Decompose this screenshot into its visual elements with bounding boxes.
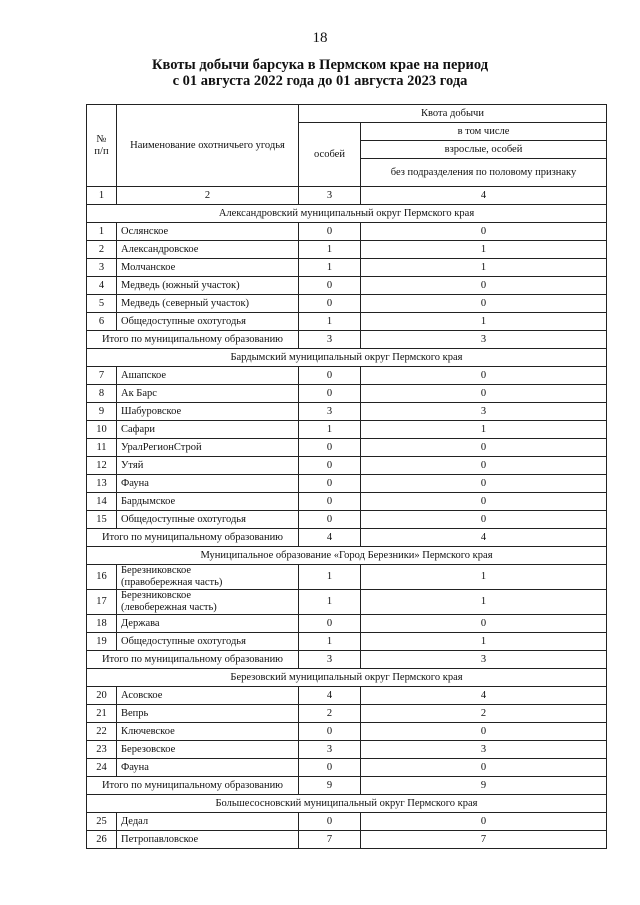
table-row: [87, 633, 607, 651]
row-number: 12: [87, 457, 117, 475]
row-number: 25: [87, 813, 117, 831]
hunting-ground-name: [117, 741, 299, 759]
table-row: [87, 457, 607, 475]
hunting-ground-name: [117, 259, 299, 277]
hunting-ground-name: [117, 511, 299, 529]
header-row: [87, 105, 607, 123]
row-number: 3: [87, 259, 117, 277]
table-row: [87, 511, 607, 529]
section-title: Большесосновский муниципальный округ Пермского края: [87, 795, 607, 813]
hunting-ground-name: [117, 590, 299, 615]
subtotal-total: 4: [299, 529, 361, 547]
hunting-ground-name-line: Ашапское: [121, 369, 167, 381]
quota-total: 0: [299, 439, 361, 457]
table-row: [87, 831, 607, 849]
hunting-ground-name-line: Фауна: [121, 761, 149, 773]
quota-total: 0: [299, 457, 361, 475]
table-row: [87, 295, 607, 313]
quota-adult: 4: [361, 687, 607, 705]
table-row: [87, 223, 607, 241]
hunting-ground-name: [117, 421, 299, 439]
quota-adult: 0: [361, 813, 607, 831]
hunting-ground-name: [117, 439, 299, 457]
subtotal-label: Итого по муниципальному образованию: [87, 529, 299, 547]
hunting-ground-name: [117, 277, 299, 295]
hunting-ground-name-line: Общедоступные охотугодья: [121, 315, 246, 327]
table-row: [87, 367, 607, 385]
hunting-ground-name: [117, 295, 299, 313]
row-number: 19: [87, 633, 117, 651]
quota-adult: 0: [361, 385, 607, 403]
hunting-ground-name: [117, 241, 299, 259]
row-number: 7: [87, 367, 117, 385]
quota-total: 1: [299, 421, 361, 439]
row-number: 5: [87, 295, 117, 313]
table-row: [87, 741, 607, 759]
quota-adult: 1: [361, 241, 607, 259]
hunting-ground-name: [117, 723, 299, 741]
section-header-row: [87, 795, 607, 813]
quota-total: 0: [299, 723, 361, 741]
quota-total: 1: [299, 313, 361, 331]
quota-total: 0: [299, 511, 361, 529]
row-number: 4: [87, 277, 117, 295]
header-num: № п/п: [87, 105, 117, 187]
row-number: 13: [87, 475, 117, 493]
hunting-ground-name-line: (левобережная часть): [121, 602, 217, 613]
row-number: 23: [87, 741, 117, 759]
subtotal-label: Итого по муниципальному образованию: [87, 331, 299, 349]
subtotal-adult: 4: [361, 529, 607, 547]
section-title: Муниципальное образование «Город Березники» Пермского края: [87, 547, 607, 565]
header-name: Наименование охотничьего угодья: [117, 105, 299, 187]
row-number: 11: [87, 439, 117, 457]
hunting-ground-name: [117, 403, 299, 421]
table-row: [87, 705, 607, 723]
row-number: 2: [87, 241, 117, 259]
quota-total: 0: [299, 615, 361, 633]
hunting-ground-name-line: Медведь (южный участок): [121, 279, 240, 291]
hunting-ground-name-line: Ключевское: [121, 725, 175, 737]
hunting-ground-name: [117, 367, 299, 385]
row-number: 20: [87, 687, 117, 705]
table-row: [87, 259, 607, 277]
quota-total: 0: [299, 385, 361, 403]
subtotal-adult: 3: [361, 651, 607, 669]
hunting-ground-name: [117, 313, 299, 331]
row-number: 9: [87, 403, 117, 421]
hunting-ground-name: [117, 223, 299, 241]
subtotal-row: [87, 651, 607, 669]
row-number: 22: [87, 723, 117, 741]
quota-adult: 0: [361, 439, 607, 457]
section-header-row: [87, 547, 607, 565]
section-header-row: [87, 349, 607, 367]
quota-total: 1: [299, 259, 361, 277]
row-number: 1: [87, 223, 117, 241]
quota-adult: 3: [361, 403, 607, 421]
quota-total: 0: [299, 759, 361, 777]
row-number: 24: [87, 759, 117, 777]
hunting-ground-name: [117, 633, 299, 651]
quota-total: 7: [299, 831, 361, 849]
hunting-ground-name-line: Шабуровское: [121, 405, 182, 417]
table-row: [87, 475, 607, 493]
hunting-ground-name: [117, 565, 299, 590]
hunting-ground-name: [117, 687, 299, 705]
quota-total: 0: [299, 295, 361, 313]
subtotal-row: [87, 777, 607, 795]
hunting-ground-name: [117, 475, 299, 493]
header-quota: Квота добычи: [299, 105, 607, 123]
subtotal-adult: 9: [361, 777, 607, 795]
table-row: [87, 403, 607, 421]
hunting-ground-name-line: Медведь (северный участок): [121, 297, 250, 309]
quota-adult: 3: [361, 741, 607, 759]
header-including: в том числе: [361, 123, 607, 141]
row-number: 6: [87, 313, 117, 331]
document-title: [0, 57, 640, 89]
hunting-ground-name-line: УралРегионСтрой: [121, 441, 202, 453]
quota-adult: 1: [361, 421, 607, 439]
quota-total: 1: [299, 241, 361, 259]
quota-adult: 0: [361, 759, 607, 777]
hunting-ground-name-line: Фауна: [121, 477, 149, 489]
hunting-ground-name-line: Держава: [121, 617, 160, 629]
quota-adult: 0: [361, 295, 607, 313]
quota-adult: 1: [361, 313, 607, 331]
col-number: 1: [87, 187, 117, 205]
hunting-ground-name-line: Сафари: [121, 423, 155, 435]
hunting-ground-name-line: Утяй: [121, 459, 144, 471]
hunting-ground-name: [117, 759, 299, 777]
quota-adult: 1: [361, 565, 607, 590]
table-row: [87, 277, 607, 295]
hunting-ground-name: [117, 615, 299, 633]
quota-total: 0: [299, 277, 361, 295]
section-header-row: [87, 669, 607, 687]
column-number-row: [87, 187, 607, 205]
page-number: 18: [312, 30, 328, 46]
quota-total: 1: [299, 590, 361, 615]
row-number: 16: [87, 565, 117, 590]
quota-adult: 0: [361, 723, 607, 741]
hunting-ground-name: [117, 705, 299, 723]
hunting-ground-name: [117, 493, 299, 511]
table-row: [87, 687, 607, 705]
quota-total: 0: [299, 475, 361, 493]
row-number: 14: [87, 493, 117, 511]
hunting-ground-name-line: Молчанское: [121, 261, 176, 273]
row-number: 8: [87, 385, 117, 403]
hunting-ground-name-line: Асовское: [121, 689, 163, 701]
section-title: Березовский муниципальный округ Пермского края: [87, 669, 607, 687]
quota-adult: 0: [361, 511, 607, 529]
table-row: [87, 759, 607, 777]
hunting-ground-name-line: Петропавловское: [121, 833, 199, 845]
hunting-ground-name-line: Дедал: [121, 815, 149, 827]
hunting-ground-name-line: (правобережная часть): [121, 577, 223, 588]
quota-total: 3: [299, 741, 361, 759]
hunting-ground-name-line: Березовское: [121, 743, 176, 755]
subtotal-total: 9: [299, 777, 361, 795]
table-row: [87, 590, 607, 615]
title-line-2: с 01 августа 2022 года до 01 августа 2023 года: [172, 73, 468, 89]
hunting-ground-name: [117, 813, 299, 831]
table-row: [87, 385, 607, 403]
hunting-ground-name-line: Ак Барс: [121, 387, 157, 399]
quota-total: 0: [299, 813, 361, 831]
section-title: Александровский муниципальный округ Пермского края: [87, 205, 607, 223]
quota-adult: 0: [361, 367, 607, 385]
quota-adult: 0: [361, 493, 607, 511]
hunting-ground-name-line: Александровское: [121, 243, 199, 255]
table-row: [87, 615, 607, 633]
row-number: 10: [87, 421, 117, 439]
col-number: 3: [299, 187, 361, 205]
table-row: [87, 241, 607, 259]
table-row: [87, 813, 607, 831]
hunting-ground-name-line: Общедоступные охотугодья: [121, 513, 246, 525]
col-number: 4: [361, 187, 607, 205]
quota-adult: 0: [361, 277, 607, 295]
quota-total: 0: [299, 223, 361, 241]
quota-total: 0: [299, 367, 361, 385]
quota-adult: 0: [361, 615, 607, 633]
quota-total: 4: [299, 687, 361, 705]
table-row: [87, 565, 607, 590]
header-adults: взрослые, особей: [361, 141, 607, 159]
hunting-ground-name-line: Общедоступные охотугодья: [121, 635, 246, 647]
quota-total: 2: [299, 705, 361, 723]
quota-adult: 0: [361, 223, 607, 241]
quota-total: 1: [299, 633, 361, 651]
subtotal-row: [87, 529, 607, 547]
quota-adult: 1: [361, 590, 607, 615]
row-number: 18: [87, 615, 117, 633]
quota-adult: 1: [361, 633, 607, 651]
row-number: 26: [87, 831, 117, 849]
table-row: [87, 421, 607, 439]
hunting-ground-name: [117, 457, 299, 475]
quota-adult: 0: [361, 457, 607, 475]
title-line-1: Квоты добычи барсука в Пермском крае на период: [151, 57, 489, 73]
subtotal-row: [87, 331, 607, 349]
quota-total: 3: [299, 403, 361, 421]
quota-total: 1: [299, 565, 361, 590]
quota-total: 0: [299, 493, 361, 511]
quota-adult: 7: [361, 831, 607, 849]
table-row: [87, 439, 607, 457]
hunting-ground-name-line: Ослянское: [121, 225, 169, 237]
hunting-ground-name: [117, 385, 299, 403]
subtotal-total: 3: [299, 651, 361, 669]
table-row: [87, 723, 607, 741]
subtotal-adult: 3: [361, 331, 607, 349]
quota-table: [86, 104, 607, 849]
table-row: [87, 313, 607, 331]
row-number: 21: [87, 705, 117, 723]
subtotal-total: 3: [299, 331, 361, 349]
hunting-ground-name-line: Бардымское: [121, 495, 176, 507]
subtotal-label: Итого по муниципальному образованию: [87, 651, 299, 669]
quota-adult: 1: [361, 259, 607, 277]
row-number: 15: [87, 511, 117, 529]
hunting-ground-name-line: Березниковское: [121, 565, 192, 576]
header-no-sex-split: без подразделения по половому признаку: [361, 159, 607, 187]
quota-adult: 2: [361, 705, 607, 723]
hunting-ground-name: [117, 831, 299, 849]
header-individuals: особей: [299, 123, 361, 187]
section-title: Бардымский муниципальный округ Пермского края: [87, 349, 607, 367]
row-number: 17: [87, 590, 117, 615]
hunting-ground-name-line: Вепрь: [121, 707, 149, 719]
quota-adult: 0: [361, 475, 607, 493]
hunting-ground-name-line: Березниковское: [121, 590, 192, 601]
col-number: 2: [117, 187, 299, 205]
section-header-row: [87, 205, 607, 223]
subtotal-label: Итого по муниципальному образованию: [87, 777, 299, 795]
table-row: [87, 493, 607, 511]
